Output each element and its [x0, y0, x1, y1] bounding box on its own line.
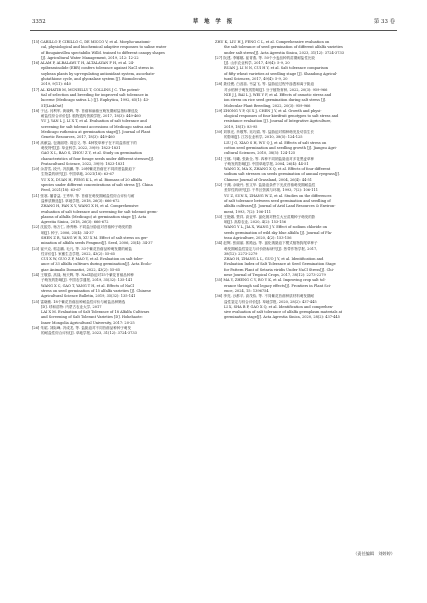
- reference-line: erance through soil legacy effects[J]. Frontiers in Plant Sci-: [224, 283, 332, 288]
- reference-line: for Pattern Plant of Setaria viridis Under NaCl Stress[J]. Chi-: [224, 267, 334, 272]
- reference-line: [35] MA Y, ZHENG C Y, BO Y K, et al. Improving crop salt tol-: [215, 278, 326, 283]
- reference-line: CUI X W, GUO Z P, MAO Y, et al. Evaluation on salt toler-: [41, 257, 144, 262]
- reference-line: ment, 1993, 7(2): 106-111: [224, 209, 272, 214]
- reference-line: 对水稻种子萌发的影响[J]. 分子植物育种, 2022, 20(3): 959-966: [224, 87, 328, 92]
- reference-line: giae Animalis Domastici, 2022, 43(2): 55-65: [41, 267, 120, 272]
- reference-line: [J]. Agricultural Water Management, 2019, 212: 12-22: [41, 55, 139, 60]
- reference-line: of salt tolerance between seed germination and seedling of: [224, 198, 331, 203]
- reference-line: screening for salt tolerant accessions of Medicago sativa and: [41, 124, 152, 129]
- reference-line: Molecular Plant Breeding, 2022, 20(3): 959-966: [224, 103, 311, 108]
- reference-line: Genetic Resources, 2017, 18(3): 449-460: [41, 135, 115, 140]
- reference-entry: [32, 247, 210, 273]
- reference-line: 差异性的研究[J]. 干旱区资源与环境, 1993, 7(2): 106-111: [224, 188, 318, 193]
- reference-line: plasms of alfalfa (Medicago) at germination stage [J]. Acta: [41, 214, 147, 219]
- reference-line: LIU J G, XIAO S H, WU Q J, et al. Effects of salt stress on: [224, 140, 327, 145]
- reference-line: SHEN Z R, YANG W R, XU X M. Effect of salt stress on ger-: [41, 235, 148, 240]
- reference-entry: [215, 82, 393, 108]
- reference-line: mination of alfalfa seeds Fengmei[J]. Seed, 2006, 25(4): 34-37: [41, 241, 153, 246]
- reference-line: cal, physiological and biochemical adaptive responses to saline water: [41, 45, 167, 50]
- reference-line: [15] CARILLO P, CIRILLO C, DE MICCO V, et al. Morpho-anatomi-: [32, 40, 151, 44]
- reference-line: [30] 刘厚光, 肖敬琴, 吴巧娟, 等. 盐胁迫对棉种萌发及幼苗生长: [215, 130, 315, 135]
- volume-number: 第 33 卷: [373, 19, 395, 25]
- reference-line: 的影响[J]. 江苏农业科学, 2010, 38(5): 124-125: [224, 135, 303, 140]
- reference-line: Evaluation Index of Salt Tolerance at Seed Germination Stage: [224, 262, 336, 267]
- reference-line: Agricultural Science Bulletin, 2019, 35(32): 135-141: [41, 294, 136, 299]
- reference-line: of fifty wheat varieties at seedling stage [J]. Shandong Agricul-: [224, 71, 338, 76]
- reference-line: [21] 张寒, 播香益, 王秀华, 等. 苜蓿在萌发期耐盐性综合评价与耐: [32, 193, 135, 198]
- reference-line: under salt stress[J]. Acta Agrestia Sinica, 2023, 31(12): 3724-3733: [224, 50, 344, 55]
- reference-line: [32] 于渊, 余晓丹, 张文华. 盐胁迫条件下光皮苜蓿萌发期耐盐性: [215, 183, 316, 188]
- reference-line: [D]. 呼和浩特: 内蒙古农业大学, 2017: [41, 304, 102, 309]
- reference-line: ZHAO H, ZHANG L L, GUO J Y, et al. Identification and: [224, 257, 324, 262]
- reference-entry: [215, 130, 393, 156]
- reference-line: 51[LinkOut]: [41, 103, 63, 108]
- reference-line: of Bougainvillea spectabilis Willd. trained to different canopy shapes: [41, 50, 165, 55]
- reference-line: [18] 于达, 闫利军, 黄晓晖, 等. 苜蓿和扁蓿豆萌发期耐盐指标筛选及: [32, 108, 139, 113]
- reference-entry: [215, 56, 393, 82]
- reference-entry: [32, 194, 210, 226]
- reference-line: LI X, SHA B P, GAO X Q, et al. Identification and comprehen-: [224, 304, 334, 309]
- reference-line: Inner Mongolia Agricultural University, 2017: 20-25: [41, 320, 135, 325]
- reference-line: 2019, 9(11): 640: [41, 82, 71, 87]
- reference-entry: [215, 215, 393, 241]
- reference-line: seeds germination of wild sky blue alfalfa [J]. Journal of Pla-: [224, 230, 333, 235]
- reference-line: ZHANG H, PAN X Y, WANG X H, et al. Comprehensive: [41, 204, 139, 209]
- references-right-column: [215, 40, 393, 321]
- reference-line: [19] 高献益, 包赛丽塔, 周忠义, 等. 4种牧草种子在不同盐浓度下的: [32, 140, 137, 145]
- reference-line: Medicago ruthenica at germination stage[J]. Journal of Plant: [41, 130, 151, 135]
- reference-line: sive evaluation of salt tolerance of alfalfa germplasm materials at: [224, 310, 343, 315]
- reference-line: soybean plants by up-regulating antioxidant system, ascorbate-: [41, 71, 156, 76]
- reference-line: [36] 李亮, 沙都平, 高茂侍, 等. 不同紫花苜蓿种质材料萌发期耐: [215, 294, 315, 299]
- reference-line: epibrassinolide (EBR) confers tolerance against NaCl stress in: [41, 66, 154, 71]
- reference-line: species under different concentrations of salt stress [J]. China: [41, 183, 153, 188]
- reference-line: evaluation of salt tolerance and screening for salt tolerant germ-: [41, 209, 158, 214]
- reference-line: 萌发特性[J]. 草业科学, 2022, 39(9): 1823-1831: [41, 145, 121, 150]
- reference-entry: [215, 278, 393, 294]
- reference-line: stress on seed germination of 15 alfalfa varieties [J]. Chinese: [41, 288, 151, 293]
- reference-line: ological responses of four kiwifruit genotypes to salt stress and: [224, 114, 339, 119]
- reference-line: [34] 赵辉, 张丽丽, 郭路远, 等. 氯化钠胁迫下模式植物狗尾草种子: [215, 241, 318, 246]
- reference-line: [20] 余香雪, 段兴, 冯凯鹏, 等. 20种紫花苜蓿在不同浓度盐胁迫下: [32, 167, 136, 172]
- reference-line: germination stage[J]. Acta Agrestia Sinica, 2020, 28(2): 437-445: [224, 315, 340, 320]
- journal-title: 草 地 学 报: [192, 19, 235, 25]
- reference-entry: [32, 61, 210, 87]
- reference-line: [28] 聂佳俊, 白蕊蕊, 韦益飞, 等. 盐胁迫过程中渗透和离子胁迫: [215, 82, 315, 87]
- reference-line: ence, 2024, 15: 1396754: [224, 288, 269, 293]
- reference-entry: [215, 157, 393, 183]
- reference-line: [31] 王娜, 马曦, 张新全, 等. 四种不同钠盐胁迫对多花黑麦草种: [215, 156, 315, 161]
- reference-entry: [215, 183, 393, 215]
- reference-line: 萌发期耐盐性鉴定与评价指标研究[J]. 热带作物学报, 2017,: [224, 246, 318, 251]
- reference-line: YU X X, DUAN H, FENG K L, et al. Biomass of 20 alfalfa: [41, 177, 142, 182]
- reference-line: ion stress on rice seed germination during salt stress [J].: [224, 98, 327, 103]
- running-header: [30, 16, 397, 31]
- reference-line: Agrestia Sinica, 2018, 26(3): 666-672: [41, 220, 109, 225]
- reference-line: 响[J]. 高原农业, 2020, 4(2): 153-156: [224, 220, 287, 225]
- reference-line: sodium salt stresses on seeds germination of annual ryegrass[J].: [224, 172, 341, 177]
- reference-line: WANG X, MA X, ZHANG X Q, et al. Effects of four different: [224, 167, 331, 172]
- page-number: 3352: [32, 19, 46, 25]
- reference-line: 响[J]. 种子, 2006, 25(4): 34-37: [41, 230, 94, 235]
- reference-line: Chinese Journal of Grassland, 2004, 26(4): 44-51: [224, 177, 313, 182]
- reference-line: Pratacultural Science, 2022, 39(9): 1823-1831: [41, 161, 125, 166]
- reference-line: [26] 朱昭, 刘际峰, 冯成龙, 等. 盐胁迫对不同苜蓿品种种子萌发: [32, 326, 132, 331]
- reference-line: [23] 崔兴克, 郭志鹏, 毛凡, 等. 33个紫花苜蓿品种萌发期的耐盐: [32, 246, 132, 251]
- reference-line: YU J, YAN L J, LI X T, et al. Evaluation of salt tolerance and: [41, 119, 147, 124]
- reference-entry: [32, 300, 210, 326]
- reference-line: nese Journal of Tropical Crops, 2017, 38(12): 2273-2279: [224, 273, 326, 278]
- reference-entry: [215, 40, 393, 56]
- reference-entry: [32, 40, 210, 61]
- reference-entry: [32, 326, 210, 337]
- reference-line: characteristics of four forage seeds under different stresses[J].: [41, 156, 155, 161]
- reference-line: 子萌发的影响[J]. 中国农学通报, 2019, 35(32): 135-141: [41, 278, 133, 283]
- reference-line: [33] 王艳娜, 贾祥, 高亚军. 氯化钠对野生大豆苗期种子萌发的影: [215, 214, 316, 219]
- reference-line: [17] AL KHATIB M, MCNEILLY T, COLLINS J C. The potent-: [32, 87, 140, 92]
- reference-line: [27] 阮建, 李娜娜, 崔青燕, 等. 50个小麦品种的苗期耐盐性比较: [215, 55, 315, 60]
- reference-entry: [215, 241, 393, 278]
- reference-line: resistance evaluation [J]. Journal of Integrative Agriculture,: [224, 119, 332, 124]
- reference-line: RUAN J, LI N N, CUI H Y, et al. Salt tolerance comparison: [224, 66, 329, 71]
- responsible-editor: （责任编辑 刘婷婷）: [353, 551, 395, 556]
- reference-line: [29] ZHONG Y P, QI X J, CHEN J Y, et al. Growth and physi-: [215, 108, 322, 113]
- reference-entry: [32, 225, 210, 246]
- reference-line: [J]. 山东农业科学, 2017, 49(4): 5-9, 20: [224, 61, 290, 66]
- reference-line: [22] 沈振芳, 杨万仁, 徐秀梅. 不同盐分胁迫对苜蓿种子萌发的影: [32, 225, 133, 230]
- reference-line: cotton seed germination and seedling growth [J]. Jiangsu Agri-: [224, 145, 337, 150]
- reference-line: GAO X L, BAO S, ZHOU Z Y, et al. Study on germination: [41, 151, 142, 156]
- reference-line: 的耐盐性综合评价[J]. 草地学报, 2023, 31(12): 3724-3733: [41, 331, 137, 336]
- reference-line: 性评价[J]. 家畜生态学报, 2022, 43(2): 55-65: [41, 251, 115, 256]
- reference-line: 耐盐性综合评价[J]. 植物遗传资源学报, 2017, 18(3): 449-460: [41, 114, 141, 119]
- reference-entry: [32, 109, 210, 141]
- reference-line: cultural Sciences, 2010, 38(5): 124-125: [224, 151, 296, 156]
- reference-line: [25] 雷晓敏. 18个紫花苜蓿品种耐盐性评价与耐盐品种筛选: [32, 299, 126, 304]
- reference-line: tial of selection and breeding for improved salt tolerance in: [41, 92, 149, 97]
- reference-line: 子萌发的影响[J]. 中国草地学报, 2004, 26(4): 44-51: [224, 161, 309, 166]
- reference-line: NIE J J, BAI L J, WEI Y F, et al. Effects of osmotic stress and: [224, 92, 332, 97]
- reference-line: WANG X C, GAO T, YANG T H, et al. Effects of NaCl: [41, 283, 135, 288]
- reference-line: [24] 王敬春, 高禄, 杨天辉, 等. NaCl胁迫对15个紫花苜蓿品种种: [32, 273, 134, 278]
- reference-entry: [32, 141, 210, 167]
- reference-line: the salt tolerance of seed germination of different alfalfa varieties: [224, 45, 343, 50]
- reference-line: 38(12): 2273-2279: [224, 251, 258, 256]
- reference-line: [16] ALAM P, ALBALAWI T H, ALTALAYAN F H, et al. 24-: [32, 61, 135, 66]
- reference-entry: [215, 109, 393, 130]
- reference-line: lucerne (Medicago sativa L.) [J]. Euphytica, 1992, 65(1): 43-: [41, 98, 150, 103]
- reference-line: 盐性鉴定与综合评价[J]. 草地学报, 2020, 28(2): 437-445: [224, 299, 317, 304]
- reference-line: YU Z, SUN X, ZHANG W Z, et al. Studies on the differences: [224, 193, 332, 198]
- reference-line: ance of 33 alfalfa cultivars during germination[J]. Acta Ecolo-: [41, 262, 152, 267]
- reference-line: WANG Y L, JIA X, WANG J Y. Effect of sodium chloride on: [224, 225, 327, 230]
- reference-line: 盐种质筛选[J]. 草地学报, 2018, 26(3): 666-672: [41, 198, 120, 203]
- reference-line: teau Agriculture, 2020, 4(2): 153-156: [224, 235, 292, 240]
- reference-line: Feed, 2021(18): 63-67: [41, 188, 81, 193]
- reference-entry: [215, 294, 393, 320]
- reference-entry: [32, 88, 210, 109]
- reference-entry: [32, 273, 210, 299]
- reference-line: tural Sciences, 2017, 49(4): 5-9, 20: [224, 77, 288, 82]
- reference-line: 2019, 18(1): 83-95: [224, 124, 258, 129]
- reference-line: ZHU K, LIU H J, FENG C L, et al. Comprehensive evaluation on: [215, 40, 330, 44]
- reference-line: 生物量的研究[J]. 中国草地, 2021(18): 63-67: [41, 172, 115, 177]
- references-left-column: [32, 40, 210, 337]
- reference-line: LAI X M. Evaluation of Salt Tolerance of 18 Alfalfa Cultivars: [41, 310, 150, 315]
- reference-line: and Screening of Salt Tolerant Varieties [D]. Hohehaote:: [41, 315, 143, 320]
- reference-line: alfalfa cultivars[J]. Journal of Arid Land Resources & Environ-: [224, 204, 336, 209]
- reference-line: glutathione cycle, and glyoxalase system [J]. Biomolecules,: [41, 77, 148, 82]
- reference-entry: [32, 167, 210, 193]
